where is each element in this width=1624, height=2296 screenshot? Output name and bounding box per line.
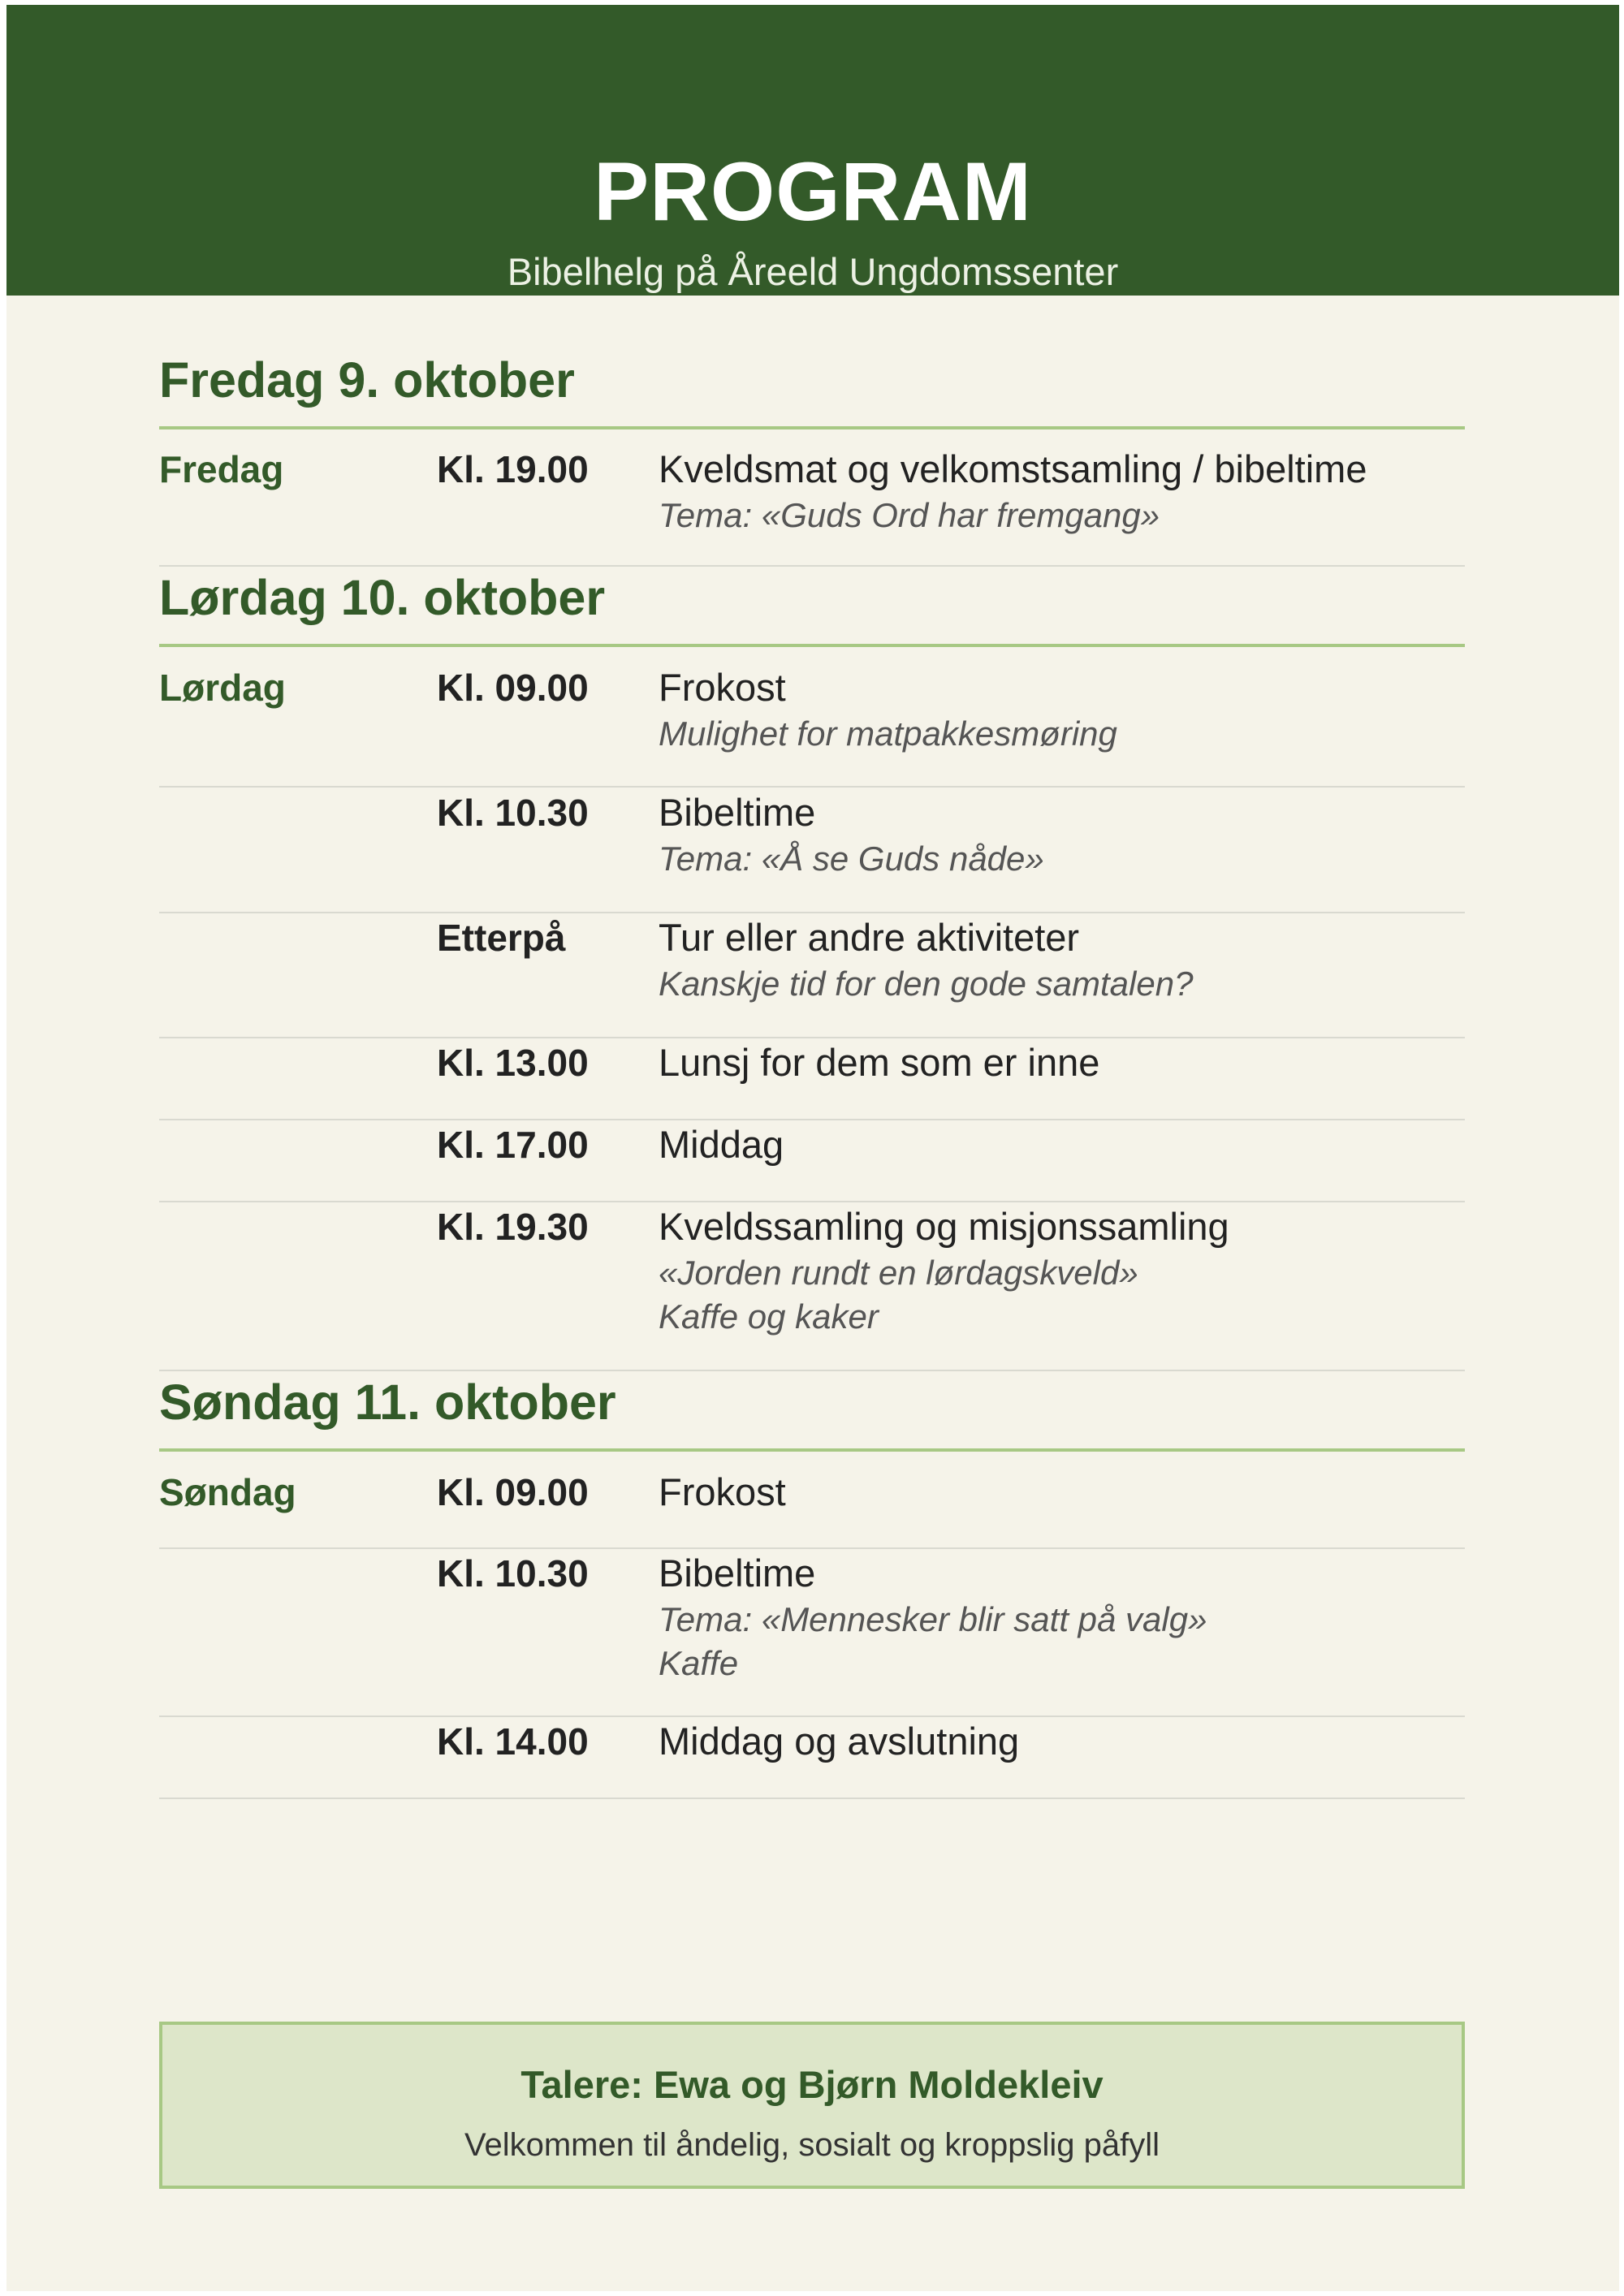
header-banner	[6, 5, 1619, 296]
activity-note: Tema: «Guds Ord har fremgang»	[659, 496, 1160, 534]
row-activity	[659, 1038, 1462, 1087]
row-activity	[659, 445, 1462, 537]
day-heading-fredag: Fredag 9. oktober	[159, 349, 1465, 429]
activity-note: Tema: «Å se Guds nåde»	[659, 839, 1044, 878]
schedule-row	[159, 913, 1465, 1038]
row-activity	[659, 913, 1462, 1006]
activity-note: Kanskje tid for den gode samtalen?	[659, 965, 1194, 1003]
row-time: Kl. 19.30	[437, 1206, 589, 1248]
row-time: Kl. 09.00	[437, 1471, 589, 1513]
row-activity	[659, 1468, 1462, 1517]
activity-title: Frokost	[659, 1470, 786, 1513]
activity-title: Kveldssamling og misjonssamling	[659, 1205, 1229, 1248]
speakers-text: Talere: Ewa og Bjørn Moldekleiv	[520, 2063, 1104, 2106]
row-activity	[659, 1549, 1462, 1685]
activity-note: «Jorden rundt en lørdagskveld»	[659, 1254, 1138, 1292]
row-time: Kl. 09.00	[437, 667, 589, 709]
schedule-row	[159, 1202, 1465, 1371]
activity-title: Middag og avslutning	[659, 1720, 1020, 1763]
day-heading-sondag: Søndag 11. oktober	[159, 1371, 1465, 1452]
row-activity	[659, 1717, 1462, 1766]
activity-title: Lunsj for dem som er inne	[659, 1041, 1100, 1084]
activity-title: Bibeltime	[659, 1552, 816, 1595]
schedule-row	[159, 663, 1465, 788]
schedule-row	[159, 1120, 1465, 1202]
activity-title: Frokost	[659, 666, 786, 709]
welcome-text: Velkommen til åndelig, sosialt og kroppslig påfyll	[464, 2127, 1160, 2163]
row-time: Kl. 10.30	[437, 792, 589, 834]
activity-title: Middag	[659, 1123, 784, 1166]
row-activity	[659, 663, 1462, 756]
activity-title: Kveldsmat og velkomstsamling / bibeltime	[659, 447, 1367, 490]
schedule-row	[159, 1038, 1465, 1120]
activity-note: Tema: «Mennesker blir satt på valg»	[659, 1600, 1207, 1638]
activity-note: Kaffe og kaker	[659, 1297, 879, 1336]
row-time: Kl. 13.00	[437, 1042, 589, 1084]
row-activity	[659, 788, 1462, 881]
row-activity	[659, 1202, 1462, 1339]
schedule-row	[159, 1549, 1465, 1717]
activity-note: Mulighet for matpakkesmøring	[659, 714, 1117, 753]
row-time: Etterpå	[437, 917, 566, 959]
page-title: PROGRAM	[594, 145, 1032, 238]
row-day: Søndag	[159, 1471, 296, 1513]
schedule-row	[159, 1717, 1465, 1799]
schedule-row	[159, 788, 1465, 913]
page-subtitle: Bibelhelg på Åreeld Ungdomssenter	[507, 250, 1119, 293]
schedule-row	[159, 1468, 1465, 1549]
speakers-box	[159, 2022, 1465, 2189]
activity-title: Bibeltime	[659, 791, 816, 834]
row-activity	[659, 1120, 1462, 1169]
activity-title: Tur eller andre aktiviteter	[659, 916, 1080, 959]
row-time: Kl. 19.00	[437, 448, 589, 490]
row-day: Fredag	[159, 448, 284, 490]
program-page	[6, 5, 1619, 2291]
day-heading-lordag: Lørdag 10. oktober	[159, 567, 1465, 647]
row-time: Kl. 14.00	[437, 1720, 589, 1763]
schedule-row	[159, 445, 1465, 567]
row-day: Lørdag	[159, 667, 286, 709]
activity-note: Kaffe	[659, 1644, 739, 1682]
row-time: Kl. 10.30	[437, 1552, 589, 1595]
row-time: Kl. 17.00	[437, 1124, 589, 1166]
